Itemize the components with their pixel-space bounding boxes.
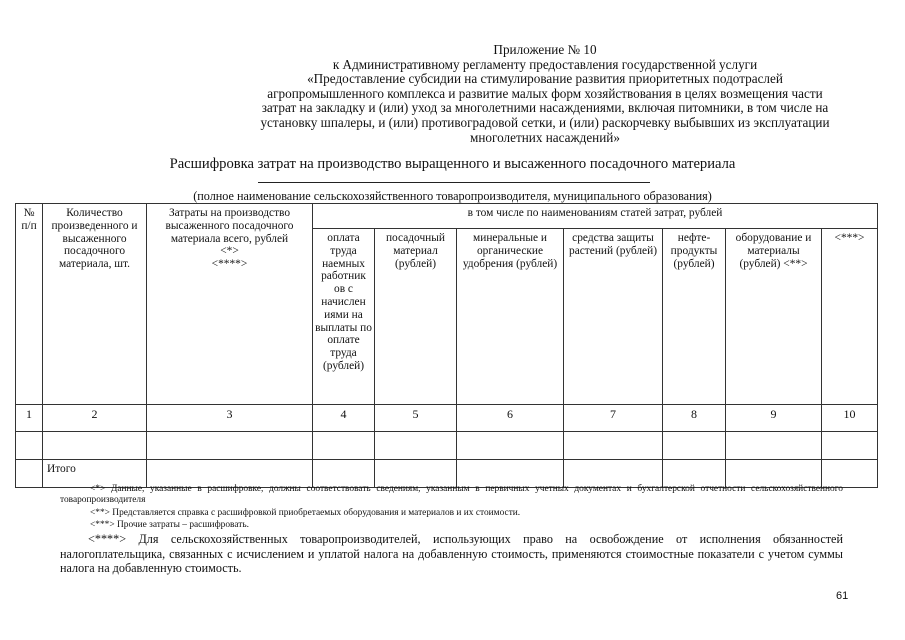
table-cell[interactable] [822,432,878,460]
table-cell[interactable] [147,432,313,460]
column-number: 4 [313,405,375,432]
header-line: к Административному регламенту предоставления государственной услуги [332,56,758,72]
col-header-group: в том числе по наименованиям статей затрат, рублей [313,204,878,229]
table-cell[interactable] [375,432,457,460]
table-cell[interactable] [43,432,147,460]
table-cell[interactable] [313,432,375,460]
footnote-1: <*> Данные, указанные в расшифровке, должны соответствовать сведениям, указанным в первичных учетных документах и бухгалтерской отчетности сельскохозяйственного товаропроизводителя [60,484,843,505]
col-header-quantity: Количество произведенного и высаженного посадочного материала, шт. [43,204,147,405]
col-header-equipment: оборудование и материалы (рублей) <**> [726,229,822,405]
column-number: 5 [375,405,457,432]
page-number: 61 [836,590,849,602]
col-header-total-costs: Затраты на производство высаженного посадочного материала всего, рублей <*> <****> [147,204,313,405]
header-line: агропромышленного комплекса и развитие малых форм хозяйствования в целях возмещения части [267,85,823,101]
col-header-fertilizers: минеральные и органические удобрения (рублей) [457,229,564,405]
header-line: многолетних насаждений» [470,129,620,145]
footnote-3: <***> Прочие затраты – расшифровать. [90,520,249,530]
column-number: 8 [663,405,726,432]
header-line: затрат на закладку и (или) уход за многолетними насаждениями, включая питомники, в том числе на [261,100,829,116]
col-header-plant-protection: средства защиты растений (рублей) [564,229,663,405]
column-number: 6 [457,405,564,432]
column-number: 7 [564,405,663,432]
footnote-4: <****> Для сельскохозяйственных товаропроизводителей, использующих право на освобождение от исполнения обязанностей налогоплательщика, связанных с исчислением и уплатой налога на добавленную стоимость, применяются стоимостные показатели с учетом суммы налога на добавленную стоимость. [60,532,843,575]
table-cell[interactable] [564,432,663,460]
table-cell[interactable] [726,432,822,460]
table-cell[interactable] [457,432,564,460]
appendix-number: Приложение № 10 [493,42,597,57]
column-number: 3 [147,405,313,432]
column-number: 10 [822,405,878,432]
document-title: Расшифровка затрат на производство выращенного и высаженного посадочного материала [169,156,736,172]
org-name-underline [258,182,650,183]
column-number: 1 [16,405,43,432]
column-number: 2 [43,405,147,432]
table-row [16,432,878,460]
footnote-2: <**> Представляется справка с расшифровкой приобретаемых оборудования и материалов и их стоимости. [90,508,521,518]
col-header-other: <***> [822,229,878,405]
table-header-row [16,204,878,229]
appendix-header [215,43,875,145]
header-line: «Предоставление субсидии на стимулирование развития приоритетных подотраслей [307,71,783,87]
column-number: 9 [726,405,822,432]
cost-breakdown-table [15,203,878,488]
org-caption: (полное наименование сельскохозяйственного товаропроизводителя, муниципального образования) [193,189,712,203]
col-header-planting-material: посадочный материал (рублей) [375,229,457,405]
col-header-labor: оплата труда наемных работник ов с начислен иями на выплаты по оплате труда (рублей) [313,229,375,405]
table-cell[interactable] [16,432,43,460]
header-line: установку шпалеры, и (или) противоградовой сетки, и (или) раскорчевку выбывших из эксплуатации [260,114,830,130]
total-label: Итого [43,460,147,488]
table-column-numbers-row [16,405,878,432]
col-header-number: № п/п [16,204,43,405]
table-cell[interactable] [16,460,43,488]
col-header-oil-products: нефте-продукты (рублей) [663,229,726,405]
table-cell[interactable] [663,432,726,460]
